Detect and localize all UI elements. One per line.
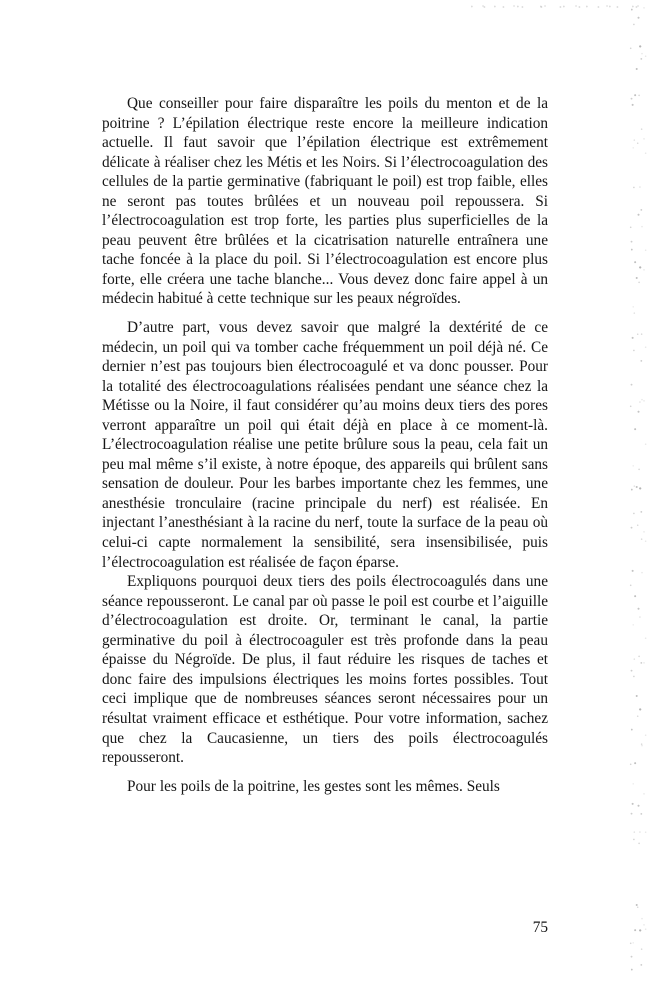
body-paragraph: Pour les poils de la poitrine, les gestes sont les mêmes. Seuls bbox=[127, 777, 500, 795]
scan-noise-top-edge bbox=[470, 4, 640, 9]
page-number: 75 bbox=[532, 919, 548, 936]
page-text-block bbox=[102, 94, 548, 796]
scan-noise-right-trim bbox=[640, 0, 648, 983]
body-paragraph: Expliquons pourquoi deux tiers des poils électrocoagulés dans une séance repousseront. Le canal par où passe le poil est courbe et l’aiguille d’électrocoagulation est droite. Or, terminant le canal, la partie germinative du poil à électrocoaguler est très profonde dans la peau épaisse du Négroïde. De plus, il faut réduire les risques de taches et donc faire des impulsions électriques les moins fortes possibles. Tout ceci implique que de nombreuses séances seront nécessaires pour un résultat vraiment efficace et esthétique. Pour votre information, sachez que chez la Caucasienne, un tiers des poils électrocoagulés repousseront. bbox=[102, 573, 548, 767]
scan-noise-right-gutter bbox=[629, 0, 643, 983]
body-paragraph: D’autre part, vous devez savoir que malgré la dextérité de ce médecin, un poil qui va tomber cache fréquemment un poil déjà né. Ce dernier n’est pas toujours bien électrocoagulé et va donc pousser. Pour la totalité des électrocoagulations réalisées pendant une séance chez la Métisse ou la Noire, il faut considérer qu’au moins deux tiers des pores verront apparaître un poil qui était déjà en place à ce moment-là. L’électrocoagulation réalise une petite brûlure sous la peau, cela fait un peu mal même s’il existe, à notre époque, des appareils qui brûlent sans sensation de douleur. Pour les barbes importante chez les femmes, une anesthésie tronculaire (racine principale du nerf) est réalisée. En injectant l’anesthésiant à la racine du nerf, toute la surface de la peau où celui-ci capte normalement la sensibilité, sera insensibilisée, puis l’électrocoagulation est réalisée de façon éparse. bbox=[102, 319, 548, 571]
body-paragraph: Que conseiller pour faire disparaître les poils du menton et de la poitrine ? L’épilation électrique reste encore la meilleure indication actuelle. Il faut savoir que l’épilation électrique est extrêmement délicate à réaliser chez les Métis et les Noirs. Si l’électrocoagulation des cellules de la partie germinative (fabriquant le poil) est trop faible, elles ne seront pas toutes brûlées et un nouveau poil repoussera. Si l’électrocoagulation est trop forte, les parties plus superficielles de la peau peuvent être brûlées et la cicatrisation naturelle entraînera une tache foncée à la place du poil. Si l’électrocoagulation est encore plus forte, elle créera une tache blanche... Vous devez donc faire appel à un médecin habitué à cette technique sur les peaux négroïdes. bbox=[102, 95, 548, 308]
